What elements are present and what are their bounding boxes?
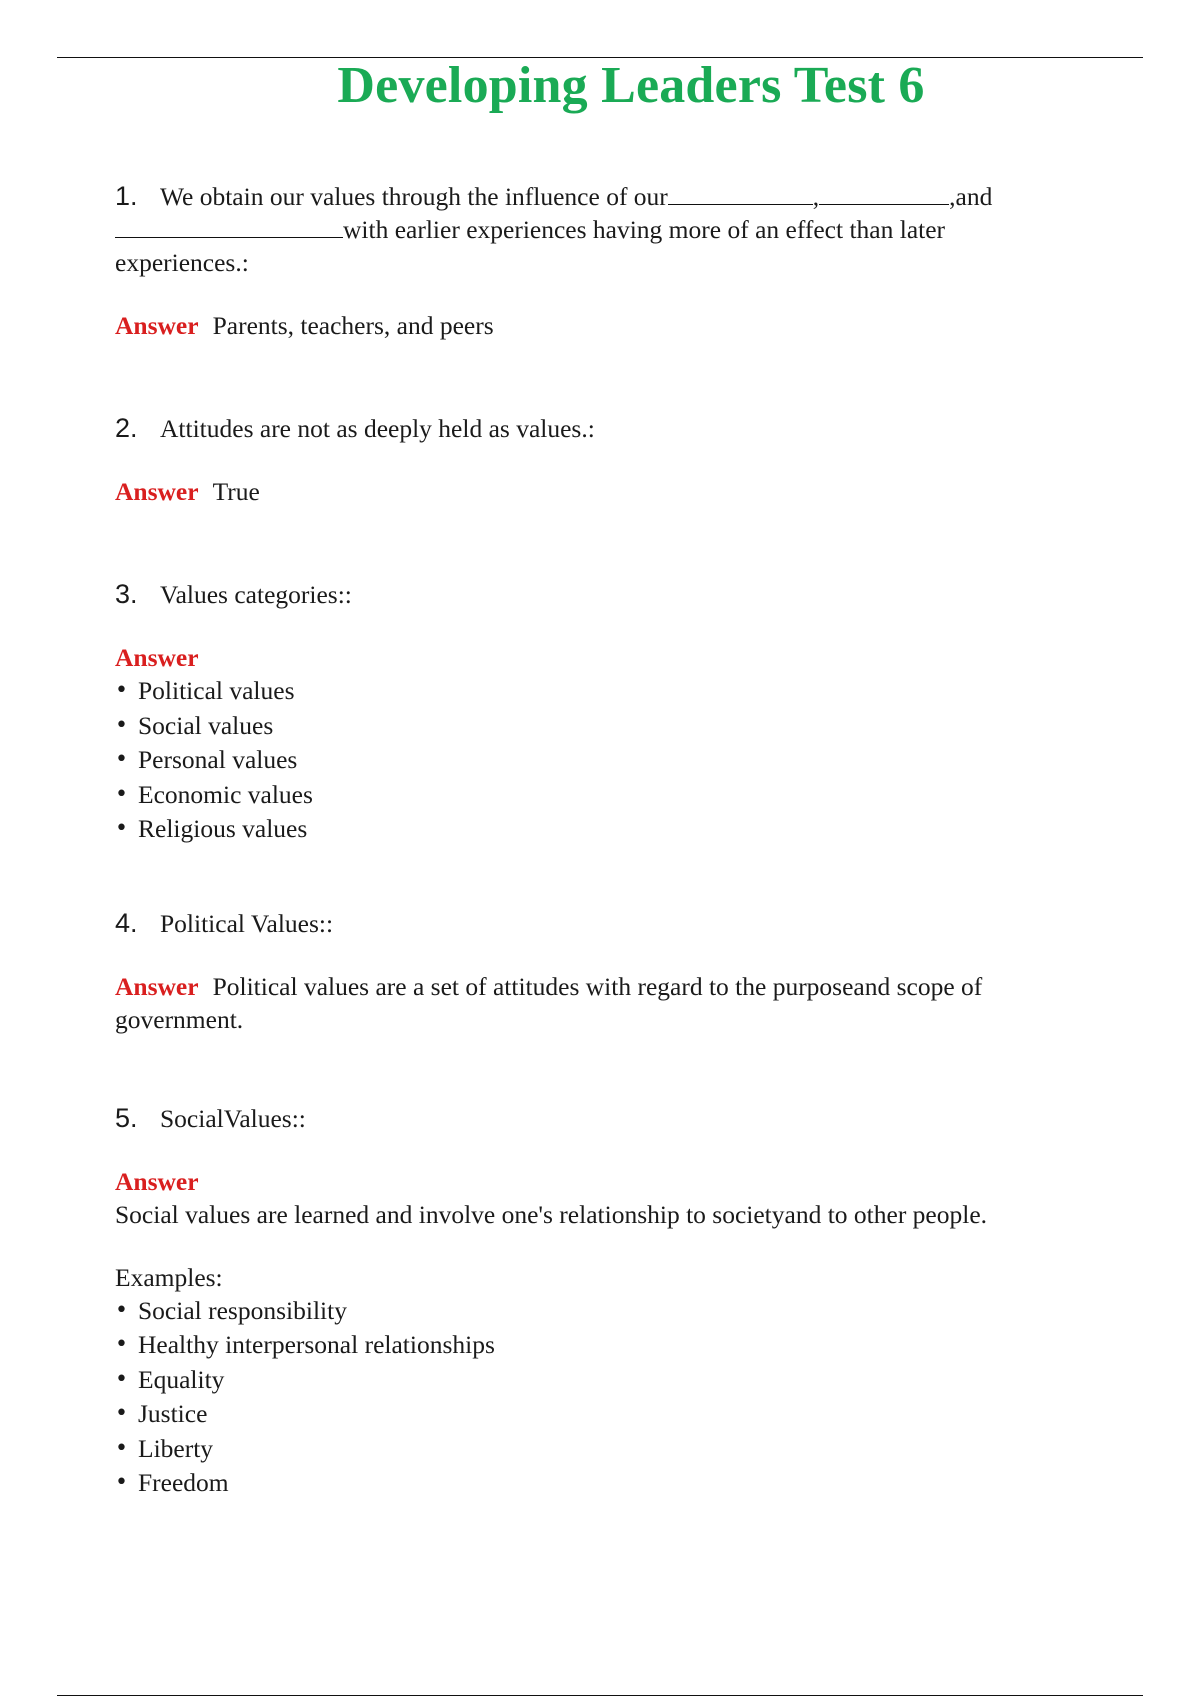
list-item: • Religious values	[115, 812, 1075, 847]
answer-label: Answer	[115, 971, 199, 1001]
answer	[115, 641, 1075, 847]
question-text: with earlier experiences having more of an effect than later	[343, 215, 946, 244]
answer-label: Answer	[115, 643, 199, 672]
examples-label: Examples:	[115, 1262, 223, 1292]
question-text: Attitudes are not as deeply held as values.:	[160, 414, 595, 443]
question-text: We obtain our values through the influence of our	[160, 182, 668, 211]
question-text: Political Values::	[160, 908, 334, 938]
answer-text: Political values are a set of attitudes with regard to the purposeand scope of government.	[115, 971, 983, 1034]
bottom-rule	[57, 1695, 1143, 1696]
list-item: • Economic values	[115, 778, 1075, 813]
list-item: • Healthy interpersonal relationships	[115, 1328, 1075, 1363]
answer-label: Answer	[115, 477, 199, 506]
question-5	[115, 1102, 1075, 1501]
page-title: Developing Leaders Test 6	[337, 57, 925, 114]
answer-text: Social values are learned and involve one's relationship to societyand to other people.	[115, 1199, 988, 1229]
examples-list	[115, 1294, 1075, 1501]
answer-text: Parents, teachers, and peers	[212, 311, 494, 340]
list-item: • Social responsibility	[115, 1294, 1075, 1329]
blank-line	[668, 184, 813, 205]
list-item: • Personal values	[115, 743, 1075, 778]
blank-separator: ,	[812, 182, 820, 211]
question-text: ,and	[949, 182, 993, 211]
list-item: • Justice	[115, 1397, 1075, 1432]
question-text: SocialValues::	[160, 1103, 306, 1133]
blank-line	[115, 217, 343, 238]
question-1	[115, 180, 1075, 342]
question-3	[115, 578, 1075, 847]
question-text: experiences.:	[115, 248, 249, 277]
question-number: 3.	[115, 579, 138, 609]
list-item: • Liberty	[115, 1432, 1075, 1467]
list-item: • Freedom	[115, 1466, 1075, 1501]
list-item: • Social values	[115, 709, 1075, 744]
question-4	[115, 907, 1075, 1036]
question-number: 1.	[115, 181, 138, 211]
question-list	[115, 180, 1075, 1501]
question-2	[115, 412, 1075, 508]
question-text: Values categories::	[160, 580, 352, 609]
blank-line	[819, 184, 949, 205]
answer-text: True	[212, 477, 260, 506]
question-number: 5.	[115, 1102, 138, 1133]
question-number: 4.	[115, 907, 138, 938]
answer	[115, 970, 1075, 1036]
answer-label: Answer	[115, 1166, 199, 1196]
answer	[115, 475, 1075, 508]
answer	[115, 1165, 1075, 1501]
list-item: • Political values	[115, 674, 1075, 709]
question-number: 2.	[115, 413, 138, 443]
answer-list	[115, 674, 1075, 847]
answer-label: Answer	[115, 311, 199, 340]
list-item: • Equality	[115, 1363, 1075, 1398]
answer	[115, 309, 1075, 342]
